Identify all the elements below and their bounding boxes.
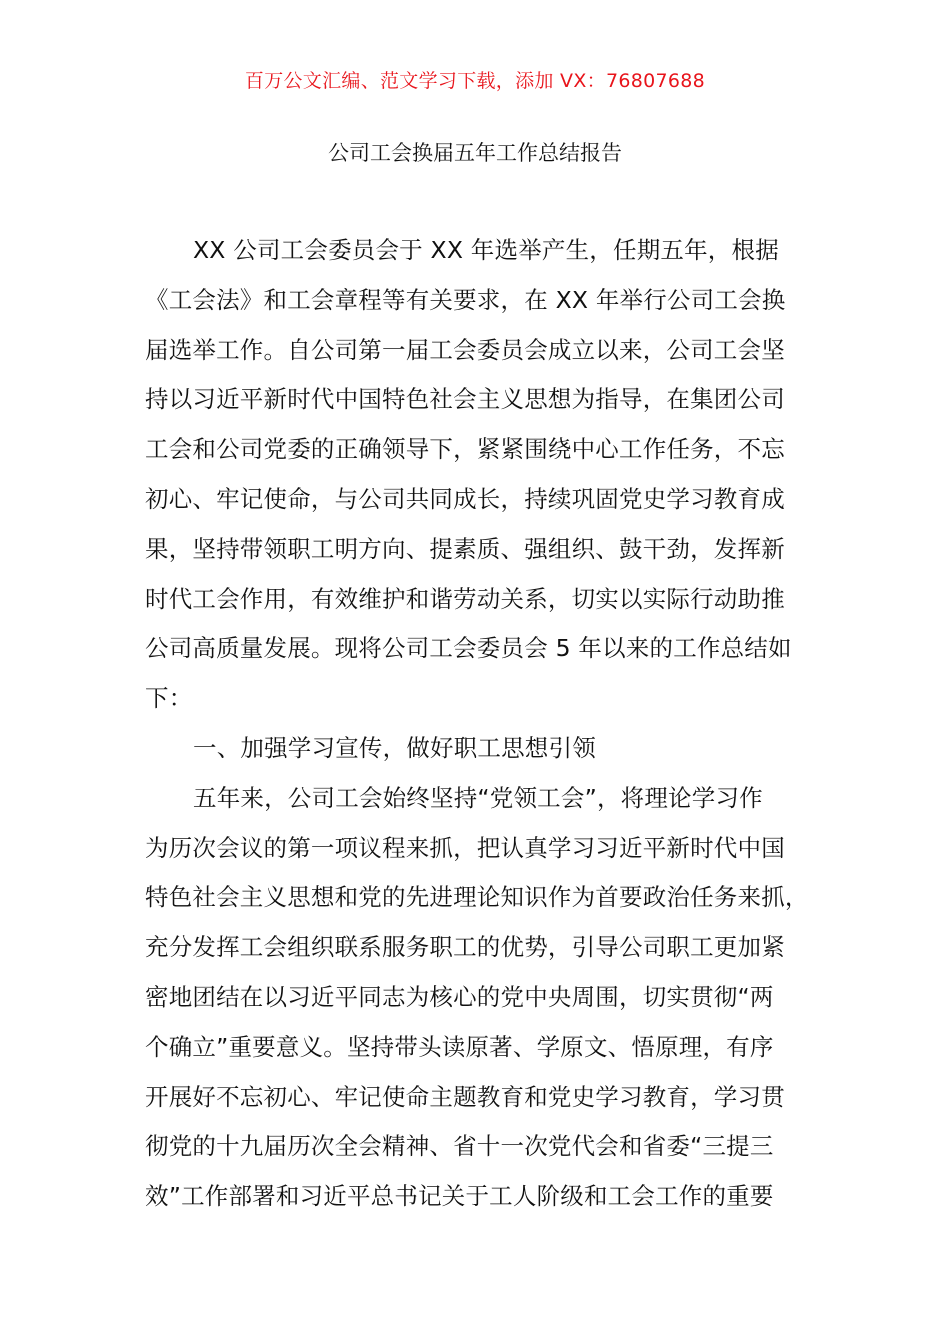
section-heading: 一、加强学习宣传，做好职工思想引领 (193, 733, 596, 762)
document-title: 公司工会换届五年工作总结报告 (328, 141, 622, 165)
body-line: 效”工作部署和习近平总书记关于工人阶级和工会工作的重要 (145, 1182, 774, 1211)
body-line: XX 公司工会委员会于 XX 年选举产生，任期五年，根据 (193, 236, 779, 264)
body-line: 届选举工作。自公司第一届工会委员会成立以来，公司工会坚 (145, 335, 785, 364)
body-line: 《工会法》和工会章程等有关要求，在 XX 年举行公司工会换 (145, 285, 786, 314)
body-line: 工会和公司党委的正确领导下，紧紧围绕中心工作任务，不忘 (145, 435, 785, 464)
body-line: 果，坚持带领职工明方向、提素质、强组织、鼓干劲，发挥新 (145, 534, 785, 563)
document-body (145, 226, 809, 1222)
header-banner: 百万公文汇编、范文学习下载，添加 VX：76807688 (244, 70, 706, 92)
body-line: 为历次会议的第一项议程来抓，把认真学习习近平新时代中国 (145, 833, 785, 862)
body-line: 持以习近平新时代中国特色社会主义思想为指导，在集团公司 (145, 385, 785, 414)
body-line: 充分发挥工会组织联系服务职工的优势，引导公司职工更加紧 (145, 933, 785, 962)
body-line: 时代工会作用，有效维护和谐劳动关系，切实以实际行动助推 (145, 584, 785, 613)
body-line: 下： (145, 684, 193, 713)
body-line: 彻党的十九届历次全会精神、省十一次党代会和省委“三提三 (145, 1132, 774, 1161)
body-line: 初心、牢记使命，与公司共同成长，持续巩固党史学习教育成 (145, 484, 785, 513)
body-line: 特色社会主义思想和党的先进理论知识作为首要政治任务来抓， (145, 883, 809, 912)
body-line: 公司高质量发展。现将公司工会委员会 5 年以来的工作总结如 (145, 634, 792, 663)
body-line: 五年来，公司工会始终坚持“党领工会”，将理论学习作 (193, 783, 763, 812)
body-line: 个确立”重要意义。坚持带头读原著、学原文、悟原理，有序 (145, 1032, 774, 1061)
body-line: 密地团结在以习近平同志为核心的党中央周围，切实贯彻“两 (145, 982, 774, 1011)
body-line: 开展好不忘初心、牢记使命主题教育和党史学习教育，学习贯 (145, 1082, 785, 1111)
